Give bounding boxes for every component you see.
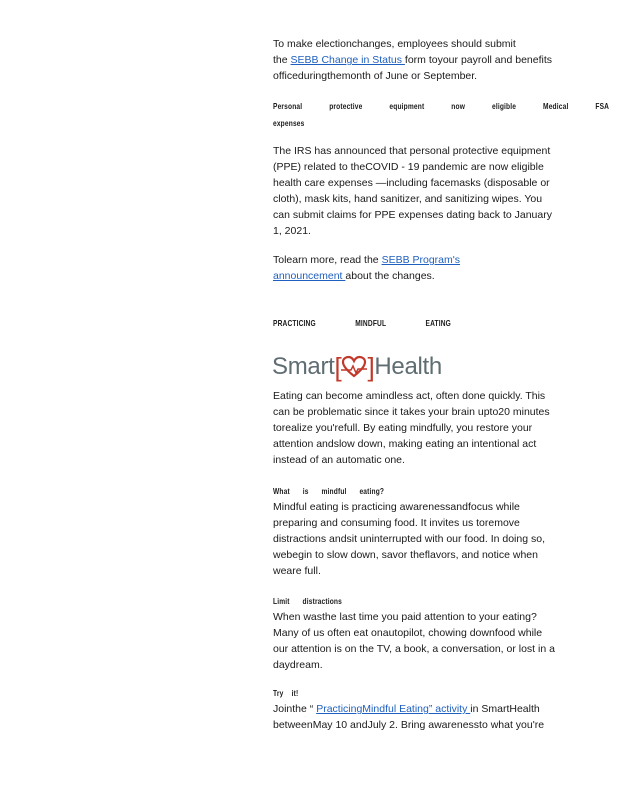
heart-icon	[341, 354, 367, 380]
text-line: (PPE) related to theCOVID - 19 pandemic are now eligible	[273, 161, 544, 173]
practicing-mindful-eating-activity-link[interactable]: PracticingMindful Eating” activity	[316, 703, 471, 715]
mindful-intro	[273, 388, 573, 468]
text-line: betweenMay 10 andJuly 2. Bring awarenessto what you're	[273, 719, 545, 731]
text-line: preparing and consuming food. It invites us toremove	[273, 517, 520, 529]
text-line: Mindful eating is practicing awarenessandfocus while	[273, 501, 520, 513]
text-line: our attention is on the TV, a book, a conversation, or lost in a	[273, 643, 555, 655]
text-line: torealize you'refull. By eating mindfully, you restore your	[273, 422, 533, 434]
text-line: daydream.	[273, 659, 323, 671]
ppe-heading: Personal protective equipment now eligible Medical FSA expenses	[273, 101, 610, 128]
text-line: To make electionchanges, employees should submit	[273, 38, 516, 50]
text-line: weare full.	[273, 565, 321, 577]
smarthealth-logo: Smart [ ] Health	[272, 351, 442, 382]
election-changes-paragraph	[273, 36, 573, 84]
limit-distractions-section	[273, 593, 573, 673]
ppe-body	[273, 143, 573, 239]
announcement-link[interactable]: announcement	[273, 270, 346, 282]
text-line: webegin to slow down, savor theflavors, and notice when	[273, 549, 538, 561]
text-line: health care expenses —including facemasks (disposable or	[273, 177, 550, 189]
text-line: Eating can become amindless act, often done quickly. This	[273, 390, 546, 402]
text-line: attention andslow down, making eating an intentional act	[273, 438, 537, 450]
sebb-change-in-status-link[interactable]: SEBB Change in Status	[290, 54, 405, 66]
text-line: instead of an automatic one.	[273, 454, 405, 466]
try-it-section	[273, 685, 573, 733]
text-line: When wasthe last time you paid attention to your eating?	[273, 611, 537, 623]
section-heading: Try it!	[273, 688, 299, 698]
text-line: 1, 2021.	[273, 225, 311, 237]
text-line: distractions andsit uninterrupted with our food. In doing so,	[273, 533, 545, 545]
mindful-eating-heading: PRACTICING MINDFUL EATING	[273, 318, 451, 328]
text-line: Many of us often eat onautopilot, chowing downfood while	[273, 627, 543, 639]
section-heading: Limit distractions	[273, 596, 342, 606]
section-heading: What is mindful eating?	[273, 486, 385, 496]
text-line: Tolearn more, read the SEBB Program's	[273, 254, 461, 266]
what-is-mindful-eating-section	[273, 483, 573, 579]
text-line: can submit claims for PPE expenses dating back to January	[273, 209, 552, 221]
text-line: announcement about the changes.	[273, 270, 435, 282]
learn-more-paragraph	[273, 252, 573, 284]
text-line: Jointhe “ PracticingMindful Eating” activity in SmartHealth	[273, 703, 540, 715]
text-line: The IRS has announced that personal protective equipment	[273, 145, 551, 157]
text-line: cloth), mask kits, hand sanitizer, and sanitizing wipes. You	[273, 193, 543, 205]
text-line: officeduringthemonth of June or September.	[273, 70, 478, 82]
sebb-program-link[interactable]: SEBB Program's	[381, 254, 461, 266]
text-line: can be problematic since it takes your brain upto20 minutes	[273, 406, 550, 418]
text-line: the SEBB Change in Status form toyour payroll and benefits	[273, 54, 552, 66]
